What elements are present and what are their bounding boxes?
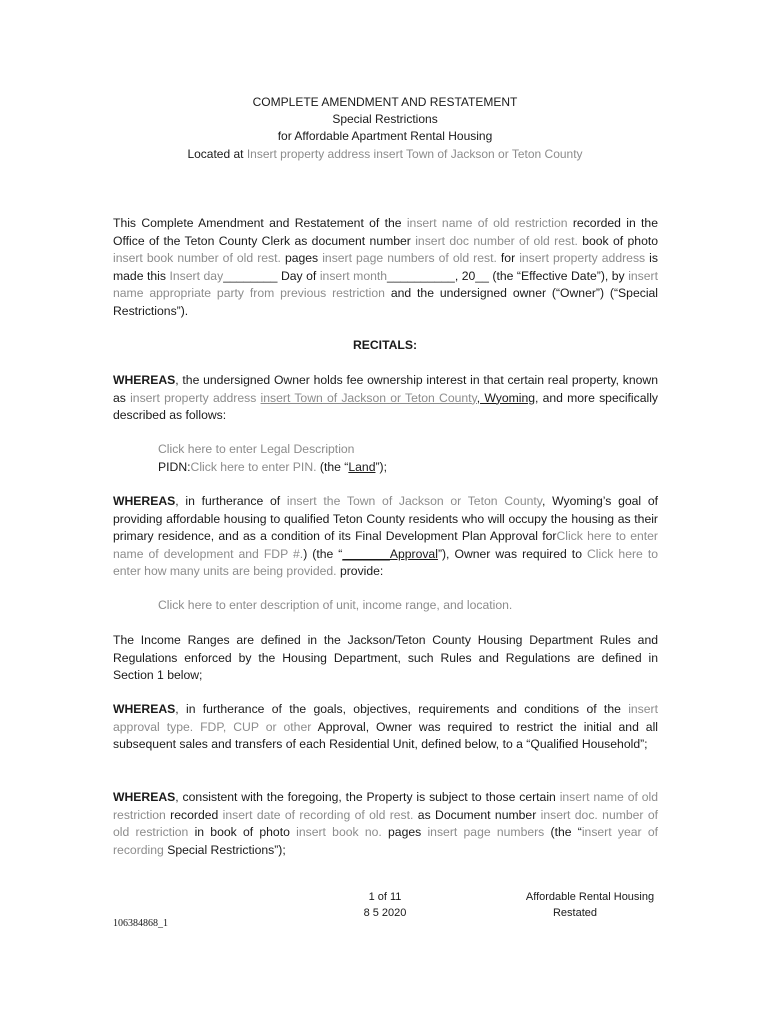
doc-number-field-2[interactable]: insert doc. number of old restriction: [113, 807, 659, 839]
doc-number-field[interactable]: insert doc number of old rest.: [415, 233, 578, 248]
legal-description-field[interactable]: [158, 441, 354, 459]
footer-title-line1: Affordable Rental Housing: [525, 891, 655, 903]
text: book of photo: [577, 233, 659, 248]
text: (the “: [316, 460, 349, 474]
document-subtitle-2: for Affordable Apartment Rental Housing: [277, 129, 493, 143]
recording-date-field[interactable]: insert date of recording of old rest.: [222, 807, 414, 822]
text: __________, 20__ (the “Effective Date”), by: [387, 268, 629, 283]
text: ”), Owner was required to: [437, 546, 587, 561]
book-number-field[interactable]: insert book number of old rest.: [113, 251, 281, 265]
document-subtitle: Special Restrictions: [332, 112, 438, 126]
property-address-field-2[interactable]: insert property address: [519, 251, 646, 265]
whereas-1: [113, 372, 658, 425]
text: and the undersigned owner (“Owner”) (“Special Restrictions”).: [113, 286, 659, 318]
located-label: Located at: [187, 147, 247, 161]
pidn-line: [158, 459, 387, 477]
pin-field[interactable]: Click here to enter PIN.: [190, 460, 317, 474]
page-number: 1 of 11: [368, 891, 402, 903]
intro-paragraph: [113, 215, 658, 320]
text: in book of photo: [188, 825, 297, 839]
whereas-2: [113, 493, 658, 581]
development-name-field[interactable]: Click here to enter name of development and FDP #.: [113, 529, 658, 561]
approval-term: _______Approval: [342, 546, 438, 561]
book-number-field-2[interactable]: insert book no.: [296, 825, 382, 839]
state-name: , Wyoming: [476, 390, 536, 405]
document-title: COMPLETE AMENDMENT AND RESTATEMENT: [252, 95, 518, 109]
located-line: [0, 146, 770, 164]
jurisdiction-field-2[interactable]: insert the Town of Jackson or Teton County: [286, 494, 542, 508]
month-field[interactable]: insert month: [319, 268, 388, 283]
text: , Wyoming’s goal of providing affordable housing to qualified Teton County residents who will occupy the housing as their primary residence, and as a condition of its Final Development Plan Approval for: [113, 494, 659, 543]
text: , in furtherance of the goals, objectives, requirements and conditions of the: [175, 702, 629, 716]
text: (the “: [544, 825, 582, 839]
text: Approval, Owner was required to restrict the initial and all subsequent sales and transfers of each Residential Unit, defined below, to a “Qualified Household”;: [113, 719, 659, 751]
income-ranges-paragraph: The Income Ranges are defined in the Jackson/Teton County Housing Department Rules and Regulations enforced by the Housing Department, such Rules and Regulations are defined in Section 1 below;: [113, 633, 658, 682]
text: pages: [280, 251, 323, 265]
old-restriction-name-field[interactable]: insert name of old restriction: [406, 216, 568, 230]
recitals-heading: RECITALS:: [352, 338, 418, 352]
text: pages: [381, 825, 428, 839]
whereas-label: WHEREAS: [113, 373, 176, 387]
text: Special Restrictions”);: [163, 842, 286, 857]
whereas-label: WHEREAS: [113, 790, 176, 804]
whereas-4: [113, 789, 658, 859]
text: provide:: [336, 564, 384, 578]
text: , consistent with the foregoing, the Property is subject to those certain: [175, 790, 560, 804]
jurisdiction-field[interactable]: insert Town of Jackson or Teton County: [260, 390, 477, 405]
units-count-field[interactable]: Click here to enter how many units are being provided.: [113, 546, 659, 578]
text: ”);: [375, 460, 387, 474]
whereas-label: WHEREAS: [113, 702, 176, 716]
text: , and more specifically described as follows:: [113, 390, 659, 422]
whereas-label: WHEREAS: [113, 494, 176, 508]
footer-title-line2: Restated: [552, 907, 598, 919]
text: recorded: [165, 807, 223, 822]
page-numbers-field[interactable]: insert page numbers of old rest.: [322, 251, 497, 265]
document-id: 106384868_1: [113, 918, 168, 929]
approval-type-field[interactable]: insert approval type. FDP, CUP or other: [113, 702, 658, 734]
unit-description-field[interactable]: [158, 597, 512, 615]
recording-year-field[interactable]: insert year of recording: [113, 825, 658, 857]
text: ) (the “: [303, 546, 343, 561]
text: recorded in the Office of the Teton County Clerk as document number: [113, 216, 658, 248]
text: as Document number: [413, 807, 541, 822]
day-field[interactable]: Insert day: [169, 268, 224, 283]
pidn-label: PIDN:: [158, 460, 191, 474]
unit-description-placeholder[interactable]: Click here to enter description of unit, income range, and location.: [158, 598, 513, 612]
page-numbers-field-2[interactable]: insert page numbers: [427, 825, 545, 839]
text: , in furtherance of: [175, 494, 287, 508]
land-term: Land: [348, 460, 376, 474]
text: for: [496, 251, 520, 265]
text: is made this: [113, 251, 658, 283]
party-name-field[interactable]: insert name appropriate party from previous restriction: [113, 268, 658, 300]
text: This Complete Amendment and Restatement of the: [113, 216, 407, 230]
text: ________ Day of: [223, 268, 320, 283]
legal-description-placeholder[interactable]: Click here to enter Legal Description: [158, 442, 355, 456]
whereas-3: [113, 701, 658, 754]
text: , the undersigned Owner holds fee ownership interest in that certain real property, known as: [113, 373, 658, 405]
old-restriction-name-field-2[interactable]: insert name of old restriction: [113, 790, 658, 822]
property-address-field[interactable]: Insert property address insert Town of Jackson or Teton County: [246, 147, 583, 161]
property-address-field-3[interactable]: insert property address: [130, 390, 257, 405]
footer-date: 8 5 2020: [363, 907, 407, 919]
